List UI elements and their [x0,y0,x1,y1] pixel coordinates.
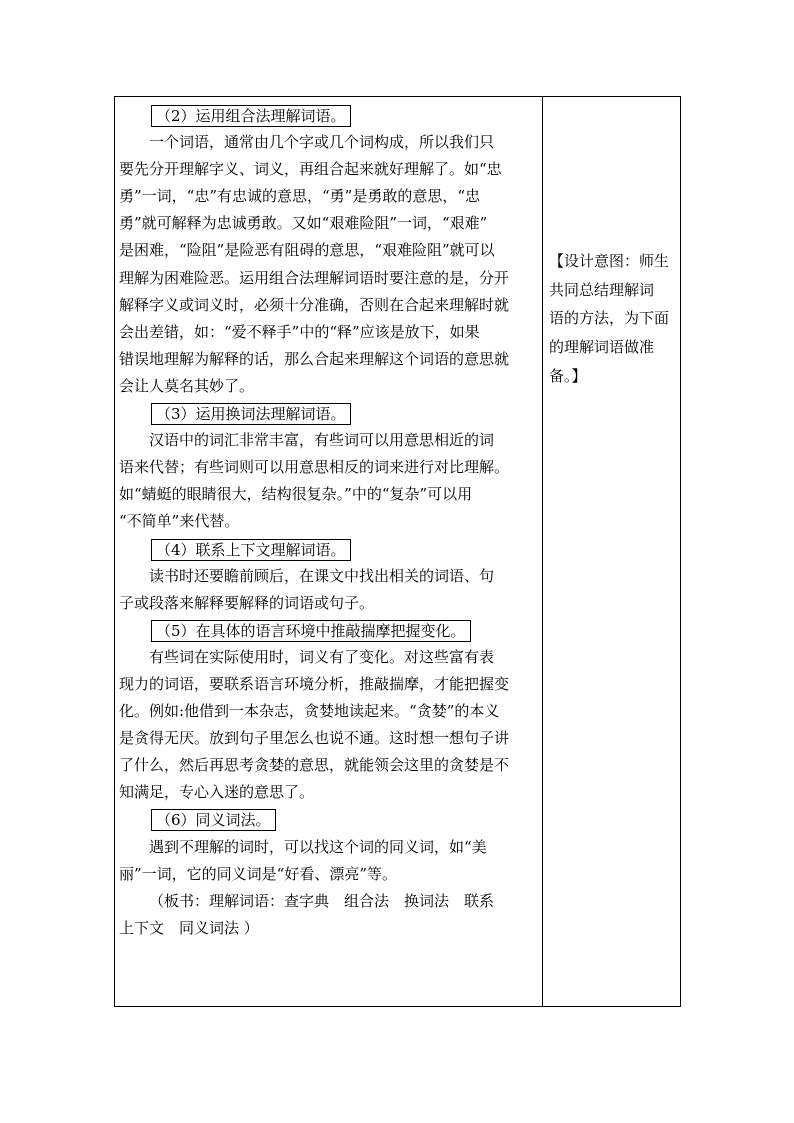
paragraph-line: 读书时还要瞻前顾后，在课文中找出相关的词语、句 [149,566,495,585]
paragraph-line: 会让人莫名其妙了。 [119,376,255,395]
paragraph-line: 解释字义或词义时，必须十分准确，否则在合起来理解时就 [119,295,510,314]
design-intent-cell [543,97,680,1006]
section-heading-text: （2）运用组合法理解词语。 [151,105,351,127]
design-intent-note [549,247,674,390]
design-intent-line: 【设计意图：师生 [549,252,670,270]
paragraph-line: 遇到不理解的词时，可以找这个词的同义词，如“美 [149,837,487,856]
design-intent-line: 备。】 [549,366,587,385]
design-intent-line: 的理解词语做准 [549,338,655,357]
paragraph-line: 是困难，“险阻”是险恶有阻碍的意思，“艰难险阻”就可以 [119,241,495,260]
paragraph-line: 理解为困难险恶。运用组合法理解词语时要注意的是，分开 [119,268,510,287]
paragraph-line: 错误地理解为解释的话，那么合起来理解这个词语的意思就 [119,349,510,368]
paragraph-line: 现力的词语，要联系语言环境分析，推敲揣摩，才能把握变 [119,674,510,693]
section-heading [119,536,536,563]
paragraph-line: 上下文 同义词法 ） [119,918,259,937]
paragraph-line: 勇”就可解释为忠诚勇敢。又如“艰难险阻”一词，“艰难” [119,214,488,233]
section-heading [119,806,536,833]
section-heading-text: （5）在具体的语言环境中推敲揣摩把握变化。 [151,620,471,642]
paragraph-line: 勇”一词，“忠”有忠诚的意思，“勇”是勇敢的意思，“忠 [119,187,481,206]
board-note-line: （板书：理解词语：查字典 组合法 换词法 联系 [149,891,495,910]
paragraph-line: 丽”一词，它的同义词是“好看、漂亮”等。 [119,864,398,883]
paragraph-line: “不简单”来代替。 [119,512,240,531]
paragraph-line: 是贪得无厌。放到句子里怎么也说不通。这时想一想句子讲 [119,729,510,748]
paragraph-line: 子或段落来解释要解释的词语或句子。 [119,593,375,612]
section-heading-text: （3）运用换词法理解词语。 [151,403,351,425]
paragraph-line: 汉语中的词汇非常丰富，有些词可以用意思相近的词 [149,431,495,450]
paragraph-line: 化。例如:他借到一本杂志，贪婪地读起来。“贪婪”的本义 [119,702,500,721]
design-intent-line: 共同总结理解词 [549,280,655,299]
section-heading-text: （4）联系上下文理解词语。 [151,539,351,561]
section-heading [119,617,536,644]
paragraph-line: 有些词在实际使用时，词义有了变化。对这些富有表 [149,647,495,666]
section-heading-text: （6）同义词法。 [151,809,276,831]
lesson-table [114,96,681,1007]
paragraph-line: 一个词语，通常由几个字或几个词构成，所以我们只 [149,133,495,152]
design-intent-line: 语的方法，为下面 [549,309,670,328]
section-heading [119,400,536,427]
paragraph-line: 如“蜻蜓的眼睛很大，结构很复杂。”中的“复杂”可以用 [119,485,473,504]
paragraph-line: 要先分开理解字义、词义，再组合起来就好理解了。如“忠 [119,160,502,179]
paragraph-line: 知满足，专心入迷的意思了。 [119,783,315,802]
paragraph-line: 语来代替；有些词则可以用意思相反的词来进行对比理解。 [119,458,510,477]
paragraph-line: 会出差错，如：“爱不释手”中的“释”应该是放下，如果 [119,322,480,341]
teaching-content-cell [115,97,543,1006]
section-heading [119,102,536,129]
paragraph-line: 了什么，然后再思考贪婪的意思，就能领会这里的贪婪是不 [119,756,510,775]
